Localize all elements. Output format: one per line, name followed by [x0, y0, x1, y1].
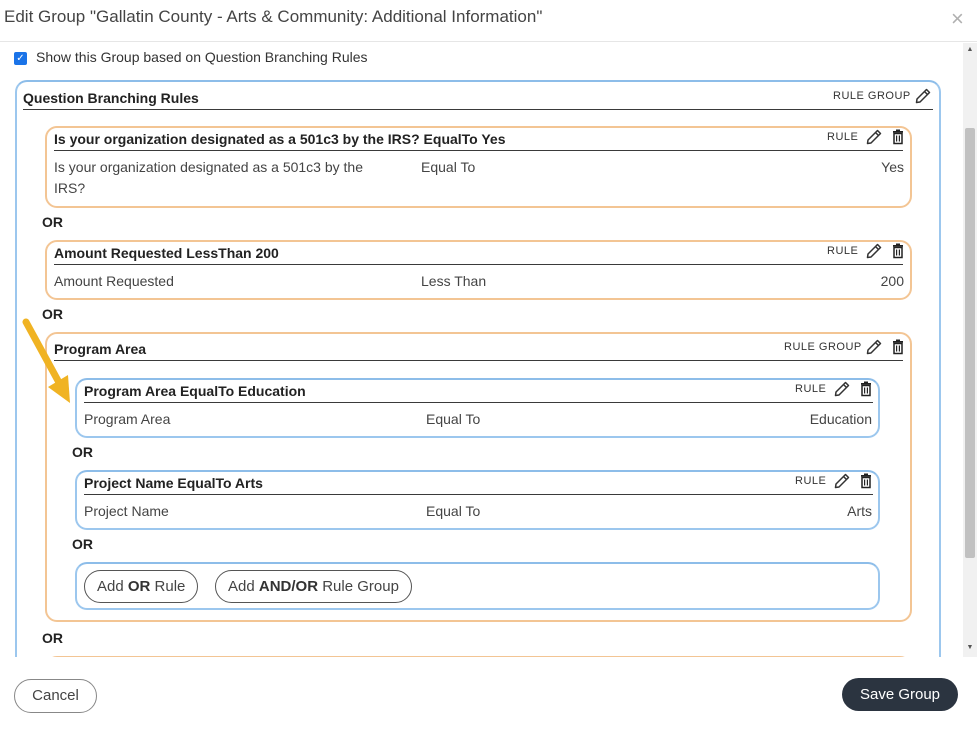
close-icon[interactable]: × [951, 6, 964, 31]
rule-program-area-title: Program Area EqualTo Education [84, 383, 306, 399]
delete-rule-501c3-icon[interactable] [889, 128, 907, 146]
edit-rule-501c3-icon[interactable] [865, 128, 883, 146]
root-rule-group-title: Question Branching Rules [23, 90, 199, 106]
delete-group-program-area-icon[interactable] [889, 338, 907, 356]
rule-group-program-area-divider [54, 360, 903, 361]
rule-amount-value: 200 [880, 273, 904, 289]
rule-project-name-arts [75, 470, 880, 530]
dialog-body [0, 43, 977, 657]
rule-project-name-operator: Equal To [426, 503, 481, 519]
add-or-rule-bold: OR [127, 578, 151, 595]
rule-501c3-tag: RULE [827, 131, 859, 143]
rule-project-name-field: Project Name [84, 503, 169, 519]
rule-501c3-operator: Equal To [421, 159, 476, 175]
rule-amount-requested [45, 240, 912, 300]
add-or-rule-prefix: Add [97, 578, 128, 595]
add-group-prefix: Add [228, 578, 259, 595]
rule-program-area-field: Program Area [84, 411, 171, 427]
edit-rule-amount-icon[interactable] [865, 242, 883, 260]
add-or-rule-suffix: Rule [150, 578, 186, 595]
save-group-button[interactable]: Save Group [842, 678, 958, 711]
cancel-button[interactable]: Cancel [14, 679, 97, 713]
rule-amount-divider [54, 264, 903, 265]
rule-amount-title: Amount Requested LessThan 200 [54, 245, 279, 261]
root-rule-group [15, 80, 941, 657]
rule-amount-operator: Less Than [421, 273, 487, 289]
edit-rule-program-area-icon[interactable] [833, 380, 851, 398]
scroll-down-icon[interactable]: ▼ [966, 644, 974, 651]
rule-program-area-education [75, 378, 880, 438]
or-connector: OR [42, 214, 63, 230]
rule-amount-tag: RULE [827, 245, 859, 257]
show-group-label: Show this Group based on Question Branching Rules [36, 49, 368, 65]
root-rule-group-tag: RULE GROUP [833, 90, 911, 102]
or-connector: OR [72, 536, 93, 552]
root-title-divider [23, 109, 933, 110]
rule-501c3-divider [54, 150, 903, 151]
add-group-suffix: Rule Group [318, 578, 399, 595]
rule-501c3-title: Is your organization designated as a 501c3 by the IRS? EqualTo Yes [54, 131, 506, 147]
show-group-checkbox[interactable]: ✓ [14, 52, 27, 65]
rule-project-name-title: Project Name EqualTo Arts [84, 475, 263, 491]
or-connector: OR [42, 306, 63, 322]
rule-project-name-divider [84, 494, 873, 495]
or-connector: OR [42, 630, 63, 646]
scrollbar[interactable] [963, 43, 977, 657]
rule-program-area-operator: Equal To [426, 411, 481, 427]
rule-project-name-value: Arts [847, 503, 872, 519]
edit-root-group-icon[interactable] [914, 87, 932, 105]
annotation-arrow-icon [18, 317, 78, 407]
scroll-up-icon[interactable]: ▲ [966, 46, 974, 53]
delete-rule-program-area-icon[interactable] [857, 380, 875, 398]
delete-rule-amount-icon[interactable] [889, 242, 907, 260]
rule-group-program-area [45, 332, 912, 622]
rule-501c3 [45, 126, 912, 208]
rule-program-area-divider [84, 402, 873, 403]
add-actions-container [75, 562, 880, 610]
dialog-header [0, 0, 977, 42]
add-and-or-rule-group-button[interactable] [215, 570, 412, 603]
rule-program-area-value: Education [809, 411, 872, 427]
rule-program-area-tag: RULE [795, 383, 827, 395]
rule-project-name-tag: RULE [795, 475, 827, 487]
dialog-title: Edit Group "Gallatin County - Arts & Community: Additional Information" [4, 7, 543, 26]
or-connector: OR [72, 444, 93, 460]
rule-501c3-field: Is your organization designated as a 501c3 by the IRS? [54, 159, 363, 196]
rule-group-program-area-tag: RULE GROUP [784, 341, 862, 353]
rule-next-partial [45, 656, 912, 657]
edit-group-program-area-icon[interactable] [865, 338, 883, 356]
rule-group-program-area-title: Program Area [54, 341, 147, 357]
edit-rule-project-name-icon[interactable] [833, 472, 851, 490]
rule-amount-field: Amount Requested [54, 273, 174, 289]
add-group-bold: AND/OR [258, 578, 319, 595]
add-or-rule-button[interactable] [84, 570, 198, 603]
rule-501c3-value: Yes [881, 159, 904, 175]
delete-rule-project-name-icon[interactable] [857, 472, 875, 490]
scroll-thumb[interactable] [965, 128, 975, 558]
